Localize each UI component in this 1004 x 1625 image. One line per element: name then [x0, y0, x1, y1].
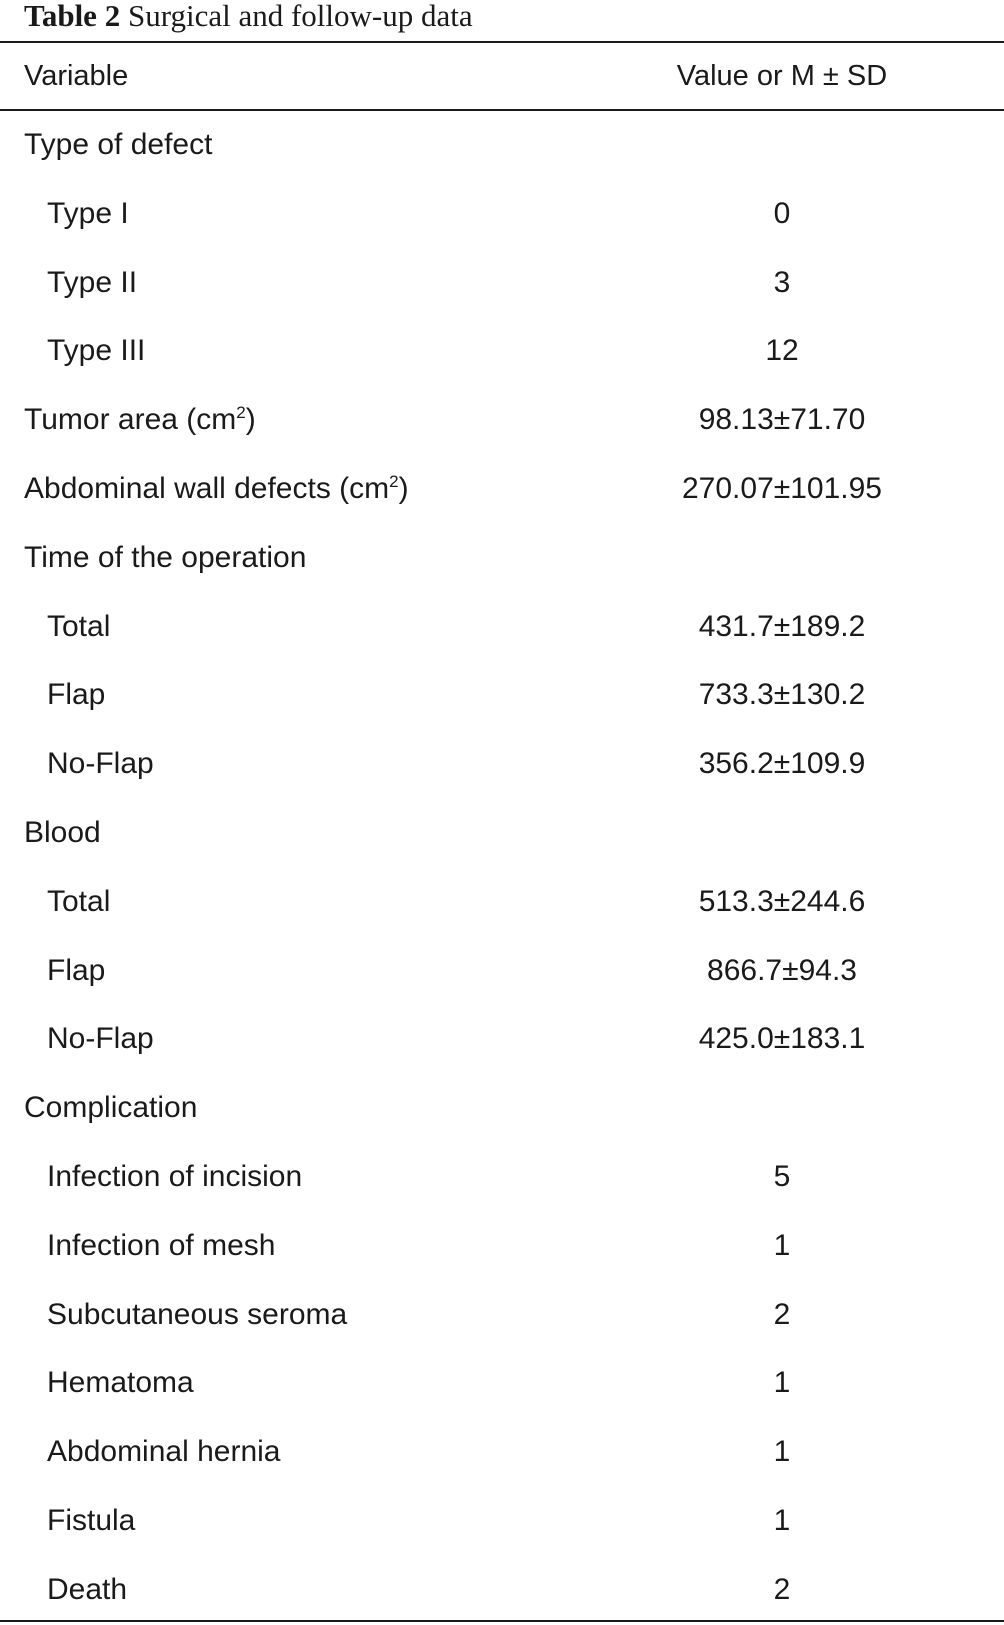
row-label-text: Time of the operation: [24, 540, 307, 574]
row-value: 1: [773, 1366, 791, 1400]
table-row: [0, 1212, 1004, 1281]
row-value: 425.0±183.1: [698, 1022, 866, 1056]
row-value: 356.2±109.9: [698, 747, 866, 781]
row-label-end: ): [398, 471, 409, 505]
table-row: [0, 1349, 1004, 1418]
row-label: [47, 1418, 280, 1487]
row-value: [602, 1074, 962, 1143]
row-label: [24, 386, 256, 455]
row-value: 98.13±71.70: [698, 403, 866, 437]
row-label: [47, 868, 110, 937]
row-label-text: Blood: [24, 815, 101, 849]
row-value: 5: [773, 1159, 791, 1193]
row-value: 2: [773, 1297, 791, 1331]
row-value: 866.7±94.3: [707, 953, 857, 987]
row-label: [47, 937, 105, 1006]
table-row: [0, 455, 1004, 524]
row-label-text: Subcutaneous seroma: [47, 1297, 348, 1331]
row-value: [602, 111, 962, 180]
row-label-text: Infection of incision: [47, 1159, 303, 1193]
superscript: 2: [389, 471, 399, 491]
table-row: [0, 524, 1004, 593]
table-row: [0, 1074, 1004, 1143]
row-label: [47, 661, 105, 730]
row-label: [47, 1281, 347, 1350]
row-label-text: No-Flap: [47, 747, 154, 781]
row-label-text: Death: [47, 1572, 128, 1606]
row-label: [47, 730, 154, 799]
row-label: [47, 1487, 135, 1556]
row-label: [24, 455, 409, 524]
row-label: [47, 593, 110, 662]
bottom-rule: [0, 1620, 1004, 1622]
table-row: [0, 1487, 1004, 1556]
row-label-text: Flap: [47, 953, 106, 987]
row-label: [24, 524, 306, 593]
row-label-text: No-Flap: [47, 1022, 154, 1056]
table-row: [0, 386, 1004, 455]
row-label: [47, 317, 145, 386]
row-value: 270.07±101.95: [682, 471, 882, 505]
table-row: [0, 937, 1004, 1006]
table-row: [0, 1143, 1004, 1212]
row-label-text: Type III: [47, 334, 146, 368]
table-row: [0, 249, 1004, 318]
row-label: [47, 1556, 127, 1625]
table-row: [0, 661, 1004, 730]
row-value: 2: [773, 1572, 791, 1606]
row-label-text: Total: [47, 884, 111, 918]
row-label-text: Type II: [47, 265, 138, 299]
table-caption: [24, 0, 473, 36]
row-label: [24, 799, 101, 868]
row-label: [47, 180, 129, 249]
row-label-text: Type of defect: [24, 128, 213, 161]
row-value: 733.3±130.2: [698, 678, 866, 712]
table-row: [0, 799, 1004, 868]
row-label: [47, 1349, 194, 1418]
row-value: 1: [773, 1503, 791, 1537]
row-label-text: Type I: [47, 196, 129, 230]
table-row: [0, 111, 1004, 180]
table-row: [0, 593, 1004, 662]
superscript: 2: [236, 403, 246, 423]
row-label: [47, 249, 137, 318]
row-label-text: Tumor area (cm: [24, 403, 237, 437]
table-header: [0, 43, 1004, 109]
row-value: 0: [773, 196, 791, 230]
row-value: 1: [773, 1228, 791, 1262]
table-row: [0, 180, 1004, 249]
row-value: [602, 799, 962, 868]
row-value: 1: [773, 1435, 791, 1469]
header-value: Value or M ± SD: [676, 60, 888, 92]
row-label: [47, 1212, 275, 1281]
table-row: [0, 1556, 1004, 1625]
row-label-text: Fistula: [47, 1503, 136, 1537]
table-title: Surgical and follow-up data: [127, 0, 473, 33]
row-label-text: Abdominal wall defects (cm: [24, 471, 390, 505]
row-value: 513.3±244.6: [698, 884, 866, 918]
row-label: [24, 1074, 197, 1143]
row-label-text: Hematoma: [47, 1366, 194, 1400]
row-value: [602, 524, 962, 593]
table-row: [0, 868, 1004, 937]
row-value: 431.7±189.2: [698, 609, 866, 643]
row-label: [47, 1005, 154, 1074]
row-label-text: Flap: [47, 678, 106, 712]
table-row: [0, 1281, 1004, 1350]
table-body: [0, 111, 1004, 1625]
table-row: [0, 317, 1004, 386]
table-number: Table 2: [24, 0, 121, 33]
row-label: [24, 111, 212, 180]
row-label-text: Infection of mesh: [47, 1228, 276, 1262]
row-label-text: Complication: [24, 1091, 198, 1125]
row-label-end: ): [245, 403, 256, 437]
row-label: [47, 1143, 302, 1212]
table-row: [0, 1005, 1004, 1074]
row-value: 12: [765, 334, 799, 368]
table-row: [0, 730, 1004, 799]
table-row: [0, 1418, 1004, 1487]
row-label-text: Abdominal hernia: [47, 1435, 281, 1469]
header-variable: Variable: [24, 60, 129, 92]
row-label-text: Total: [47, 609, 111, 643]
row-value: 3: [773, 265, 791, 299]
